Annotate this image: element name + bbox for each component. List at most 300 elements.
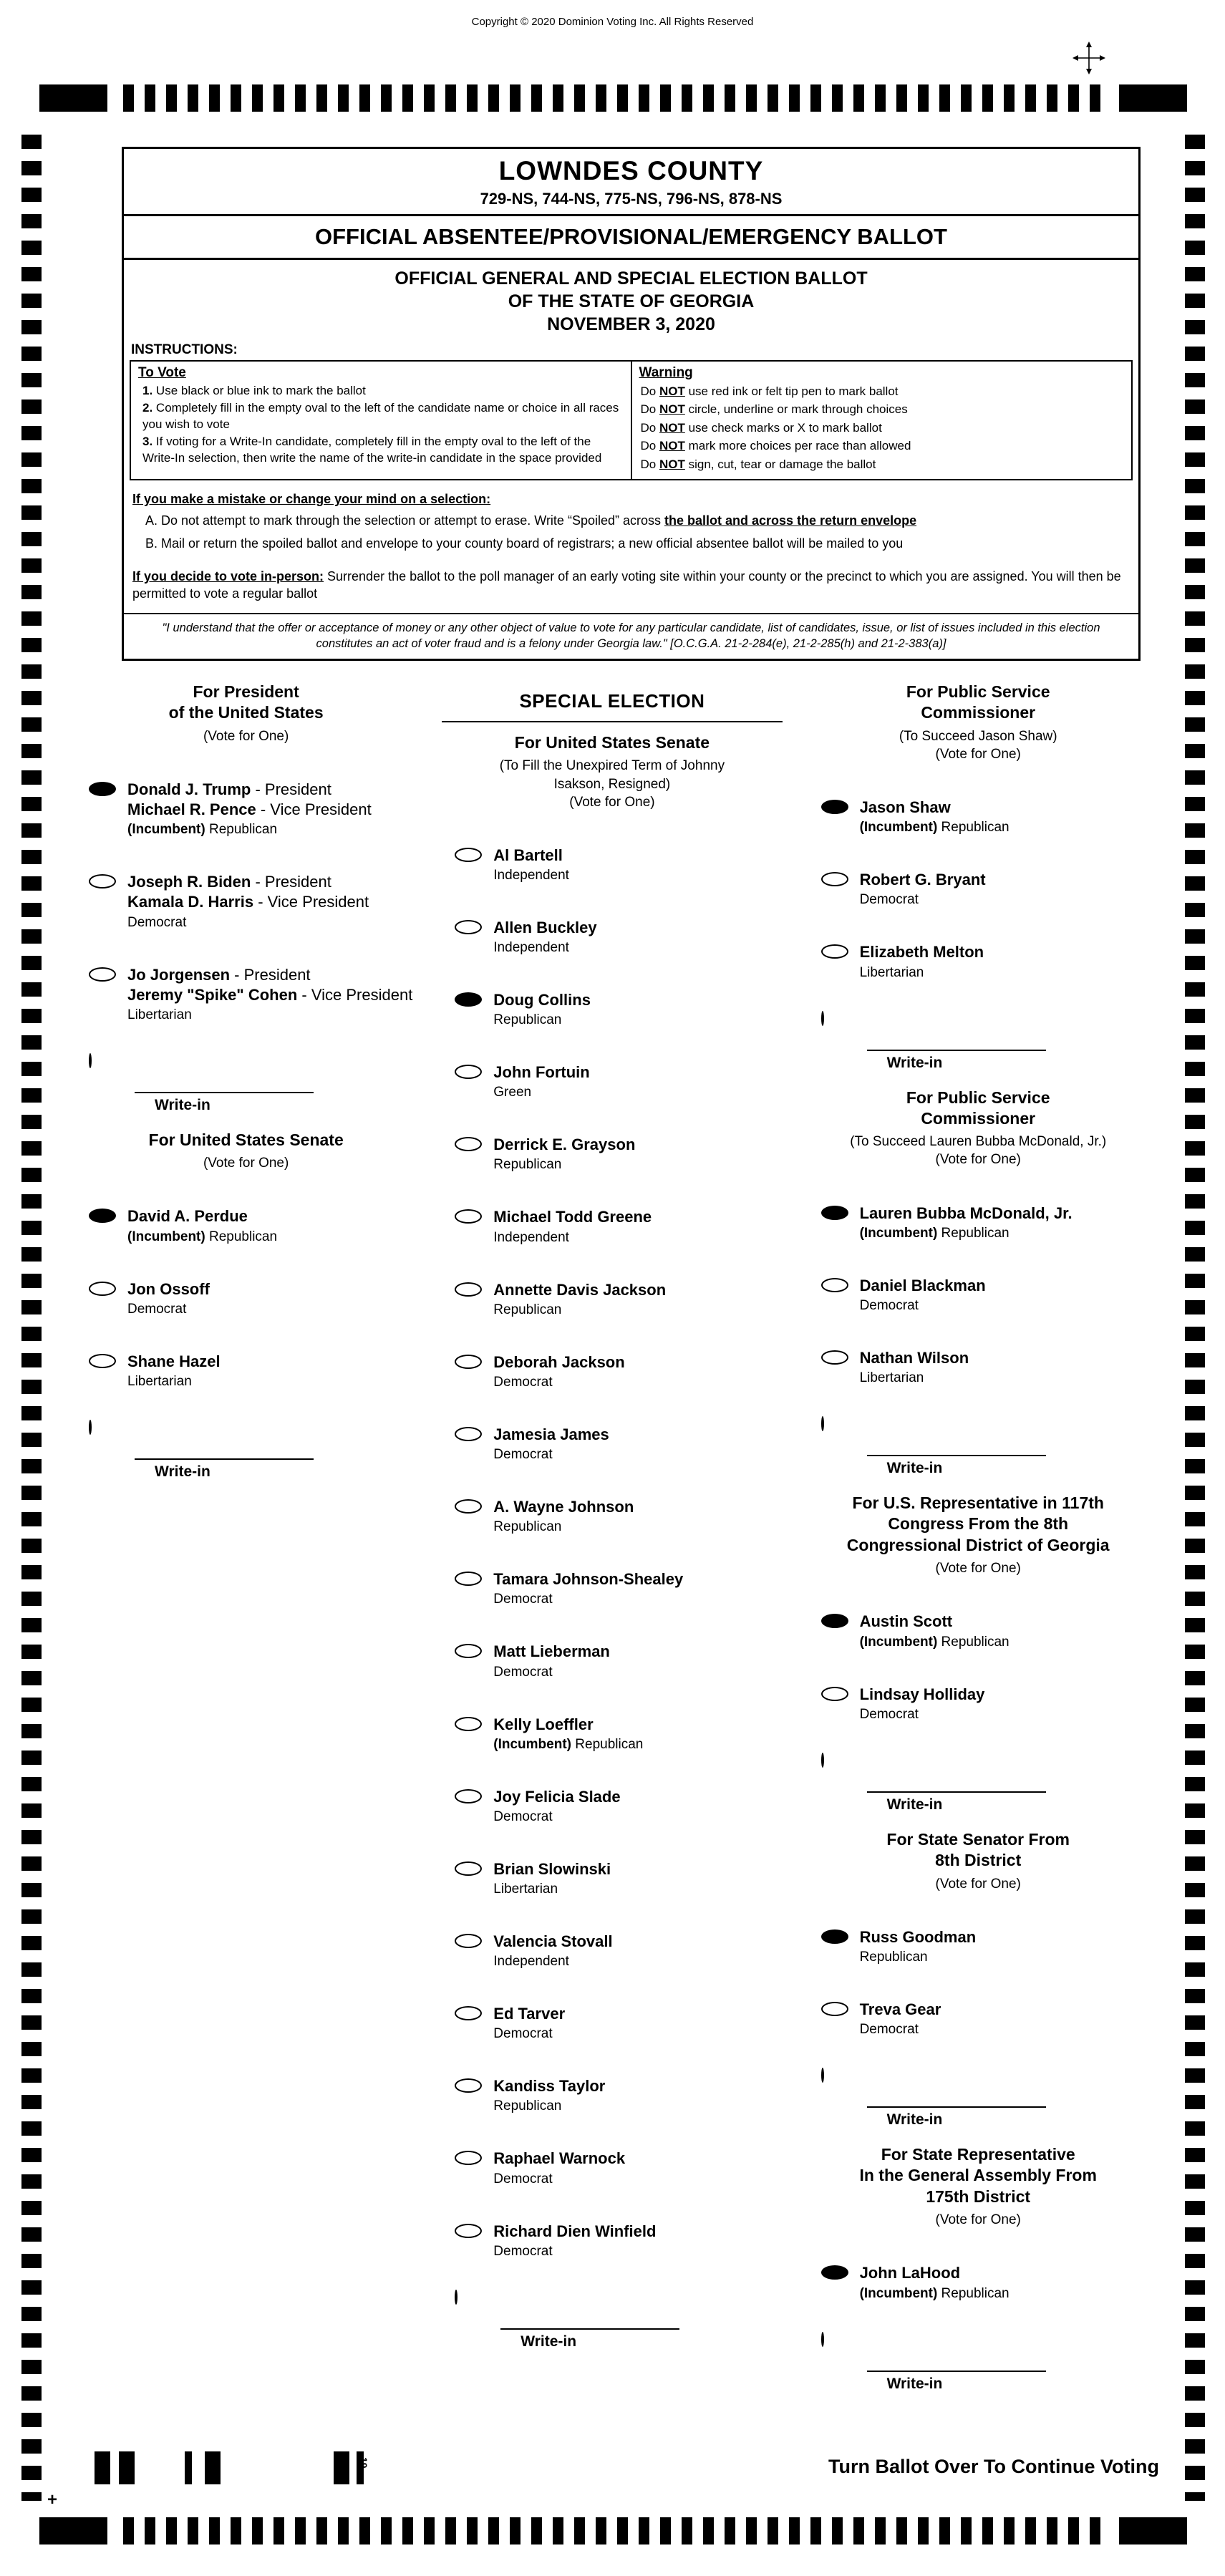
candidate-name-line — [493, 1062, 589, 1083]
vote-oval[interactable] — [821, 872, 848, 886]
party-line — [860, 965, 984, 981]
write-in-label: Write-in — [520, 2333, 577, 2350]
candidate-text — [860, 1348, 969, 1386]
candidate-name-line — [860, 1927, 977, 1947]
vote-oval[interactable] — [455, 848, 482, 862]
candidate-name-lines — [127, 780, 372, 820]
candidate-text — [860, 1276, 986, 1314]
warning-item — [632, 382, 1132, 400]
contest-subtitle — [73, 727, 419, 745]
contest-title-line: Congress From the 8th — [888, 1514, 1069, 1534]
write-in-block — [821, 1754, 1151, 1814]
contest-title-line: For U.S. Representative in 117th — [852, 1493, 1104, 1512]
vote-oval[interactable] — [455, 2078, 482, 2093]
candidate-text — [493, 1062, 589, 1100]
candidate-name-line — [860, 2000, 941, 2020]
vote-oval[interactable] — [821, 2265, 848, 2280]
candidate-row — [455, 2149, 785, 2187]
write-in-line[interactable] — [135, 1092, 314, 1093]
candidate-name-line — [493, 2222, 656, 2242]
candidate-name-suffix: - Vice President — [297, 985, 413, 1004]
candidate-name: Michael Todd Greene — [493, 1208, 652, 1226]
to-vote-list — [131, 382, 631, 467]
candidate-name: Matt Lieberman — [493, 1642, 610, 1661]
candidate-text — [860, 1612, 1009, 1650]
vote-oval[interactable] — [455, 1355, 482, 1369]
write-in-line[interactable] — [867, 2371, 1046, 2372]
write-in-block — [821, 2069, 1151, 2129]
candidate-name-lines — [860, 1685, 985, 1705]
party-label: Republican — [493, 2098, 562, 2114]
candidate-name: Lindsay Holliday — [859, 1685, 985, 1703]
candidate-name-lines — [493, 990, 591, 1010]
candidate-row — [821, 1204, 1151, 1241]
write-in-oval[interactable] — [821, 1416, 824, 1431]
party-label: Republican — [493, 1012, 562, 1028]
candidate-name: Jo Jorgensen — [127, 965, 231, 984]
candidate-text — [493, 990, 591, 1028]
candidate-name-line — [860, 1348, 969, 1368]
party-line — [493, 1882, 611, 1897]
candidate-name: Donald J. Trump — [127, 780, 251, 798]
mistake-title: If you make a mistake or change your mind on a selection: — [132, 492, 491, 507]
vote-oval[interactable] — [89, 967, 116, 982]
warning-item-not: NOT — [659, 420, 685, 435]
candidate-name-lines — [493, 2222, 656, 2242]
candidate-row — [821, 2263, 1151, 2301]
contest-subtitle — [73, 1154, 419, 1172]
candidate-text — [127, 1352, 221, 1390]
vote-oval[interactable] — [89, 1354, 116, 1368]
candidate-name: Jamesia James — [493, 1425, 609, 1443]
candidate-name-line — [127, 1279, 210, 1299]
contest-title — [73, 1130, 419, 1151]
party-line — [127, 1374, 221, 1390]
party-line — [493, 1085, 589, 1100]
candidate-name: Joy Felicia Slade — [493, 1787, 621, 1806]
write-in-line[interactable] — [135, 1458, 314, 1460]
candidate-name: Jason Shaw — [859, 798, 951, 817]
candidate-row — [821, 1348, 1151, 1386]
candidate-row — [821, 1685, 1151, 1723]
candidate-name-suffix: - Vice President — [253, 893, 369, 911]
party-line — [860, 1298, 986, 1314]
candidate-row — [455, 1135, 785, 1173]
candidate-name-line — [860, 870, 986, 890]
vote-oval[interactable] — [821, 800, 848, 814]
contest-subtitle-line: (Vote for One) — [935, 746, 1021, 762]
vote-oval[interactable] — [89, 782, 116, 796]
candidate-name-lines — [493, 1787, 620, 1807]
party-line — [493, 868, 569, 883]
warning-item — [632, 455, 1132, 473]
contest-list — [805, 682, 1151, 2393]
party-label: Republican — [937, 1225, 1009, 1241]
vote-oval[interactable] — [821, 1687, 848, 1701]
contest — [439, 684, 785, 2350]
party-label: Republican — [205, 822, 278, 838]
in-person-title: If you decide to vote in-person: — [132, 569, 324, 584]
candidate-row — [455, 2004, 785, 2042]
candidate-name-lines — [860, 1348, 969, 1368]
candidate-name: Valencia Stovall — [493, 1932, 613, 1951]
ballot-header — [122, 147, 1141, 661]
candidate-name-line — [127, 1352, 221, 1372]
party-incumbent: (Incumbent) — [859, 820, 938, 836]
contest-title-line: For United States Senate — [514, 733, 710, 752]
timing-marks-right — [1185, 135, 1205, 2501]
party-line — [493, 1519, 634, 1535]
contest-title-line: Congressional District of Georgia — [846, 1535, 1110, 1554]
candidate-text — [493, 2004, 565, 2042]
write-in-line[interactable] — [867, 1791, 1046, 1793]
candidate-name: Jeremy "Spike" Cohen — [127, 985, 298, 1004]
party-label: Democrat — [493, 1592, 553, 1607]
vote-oval[interactable] — [821, 2002, 848, 2016]
vote-oval[interactable] — [455, 1209, 482, 1224]
party-label: Republican — [937, 1634, 1009, 1650]
contest-title — [805, 2144, 1151, 2207]
election-title-line2: OF THE STATE OF GEORGIA — [508, 291, 755, 311]
party-label: Democrat — [859, 892, 919, 908]
candidate-row — [455, 1859, 785, 1897]
candidate-list — [805, 1927, 1151, 2038]
candidate-text — [127, 872, 369, 930]
election-title-line1: OFFICIAL GENERAL AND SPECIAL ELECTION BALLOT — [394, 268, 868, 289]
candidate-row — [89, 1279, 419, 1317]
party-line — [493, 2026, 565, 2042]
candidate-list — [73, 1206, 419, 1389]
candidate-name-lines — [127, 1206, 277, 1226]
candidate-name-lines — [493, 1207, 652, 1227]
contest-subtitle-line: Isakson, Resigned) — [553, 776, 671, 792]
contest-title-line: 175th District — [926, 2187, 1031, 2206]
timing-mark-corner — [39, 84, 107, 112]
party-label: Republican — [205, 1229, 278, 1244]
candidate-name-lines — [127, 1352, 221, 1372]
contest-title-line: In the General Assembly From — [859, 2166, 1097, 2185]
candidate-text — [127, 1279, 210, 1317]
candidate-name-line — [127, 892, 369, 912]
write-in-oval[interactable] — [89, 1053, 92, 1068]
candidate-list — [805, 2263, 1151, 2301]
contest-title-line: For United States Senate — [148, 1130, 344, 1149]
candidate-name-lines — [860, 870, 986, 890]
mistake-item-b: B. Mail or return the spoiled ballot and envelope to your county board of registrars; a new official absentee ballot will be mailed to you — [145, 536, 904, 551]
candidate-name-line — [493, 918, 596, 938]
vote-oval[interactable] — [455, 1282, 482, 1297]
candidate-row — [455, 846, 785, 883]
candidate-row — [821, 1276, 1151, 1314]
party-line — [493, 940, 596, 956]
ballot-type-title: OFFICIAL ABSENTEE/PROVISIONAL/EMERGENCY BALLOT — [124, 216, 1138, 260]
candidate-name-lines — [127, 872, 369, 912]
party-label: Democrat — [493, 2026, 553, 2042]
candidate-name-line — [493, 1352, 624, 1372]
vote-oval[interactable] — [455, 1789, 482, 1803]
contest-title — [439, 732, 785, 753]
contest-title — [805, 1493, 1151, 1556]
county-header — [124, 149, 1138, 216]
contest-subtitle-line: (Vote for One) — [935, 2212, 1021, 2228]
candidate-name: Michael R. Pence — [127, 800, 256, 819]
vote-oval[interactable] — [455, 1137, 482, 1151]
write-in-oval[interactable] — [89, 1420, 92, 1435]
candidate-name-lines — [493, 1642, 610, 1662]
candidate-name-line — [493, 846, 569, 866]
party-label: Libertarian — [859, 964, 924, 980]
candidate-name-line — [860, 1685, 985, 1705]
candidate-name-line — [127, 985, 412, 1005]
candidate-name-lines — [860, 1612, 1009, 1632]
party-label: Democrat — [493, 1664, 553, 1680]
vote-oval[interactable] — [455, 1861, 482, 1876]
vote-oval[interactable] — [455, 992, 482, 1007]
vote-oval[interactable] — [455, 1065, 482, 1079]
party-line — [493, 1447, 609, 1463]
candidate-row — [455, 1642, 785, 1680]
mistake-a-bold: the ballot and across the return envelope — [664, 513, 917, 528]
mistake-section — [124, 480, 1138, 555]
candidate-name-line — [493, 2004, 565, 2024]
party-line — [493, 1375, 624, 1390]
candidate-row — [89, 1206, 419, 1244]
vote-oval[interactable] — [89, 874, 116, 888]
candidate-name-lines — [493, 1715, 643, 1735]
contest-subtitle-line: (Vote for One) — [935, 1152, 1021, 1168]
candidate-name: Russ Goodman — [859, 1927, 977, 1946]
warning-item — [632, 400, 1132, 418]
vote-oval[interactable] — [455, 1934, 482, 1948]
candidate-text — [493, 2222, 656, 2260]
write-in-label: Write-in — [886, 2111, 943, 2128]
contest-title — [805, 1829, 1151, 1872]
fraud-notice: "I understand that the offer or acceptance of money or any other object of value to vote for any particular candidate, list of candidates, issue, or list of issues included in this election constitutes an act of voter fraud and is a felony under Georgia law." [O.C.G.A. 21-2-284(e), 21-2-285(h) and 21-2-383(a)] — [124, 613, 1138, 659]
vote-oval[interactable] — [455, 1644, 482, 1658]
vote-oval[interactable] — [455, 1499, 482, 1514]
candidate-name: Annette Davis Jackson — [493, 1280, 667, 1299]
party-line — [860, 1950, 977, 1965]
write-in-line[interactable] — [867, 1050, 1046, 1051]
candidate-name: David A. Perdue — [127, 1207, 248, 1226]
write-in-label: Write-in — [886, 1460, 943, 1476]
contest-title-line: Commissioner — [921, 1108, 1036, 1128]
candidate-name: Treva Gear — [859, 2000, 941, 2018]
candidate-name-lines — [493, 1135, 635, 1155]
warning-item-not: NOT — [659, 384, 685, 398]
warning-item-post: sign, cut, tear or damage the ballot — [684, 457, 876, 471]
contest-subtitle-line: (Vote for One) — [203, 1156, 289, 1171]
write-in-label: Write-in — [886, 1796, 943, 1813]
candidate-name-line — [493, 1642, 610, 1662]
contest-subtitle — [805, 2211, 1151, 2229]
in-person-section — [124, 555, 1138, 613]
vote-oval[interactable] — [455, 2151, 482, 2165]
party-label: Democrat — [127, 914, 187, 930]
orientation-mark — [205, 2451, 221, 2484]
contest-subtitle — [805, 1875, 1151, 1893]
vote-oval[interactable] — [455, 1427, 482, 1441]
candidate-name-line — [493, 1425, 609, 1445]
party-line — [127, 822, 372, 838]
contest — [73, 1130, 419, 1481]
vote-oval[interactable] — [821, 1278, 848, 1292]
write-in-oval[interactable] — [455, 2290, 457, 2305]
warning-item-pre: Do — [640, 420, 659, 435]
party-line — [493, 1012, 591, 1028]
candidate-row — [821, 2000, 1151, 2038]
candidate-list — [805, 1612, 1151, 1722]
county-title: LOWNDES COUNTY — [498, 156, 764, 185]
candidate-text — [860, 1685, 985, 1723]
candidate-name-lines — [493, 846, 569, 866]
candidate-text — [860, 870, 986, 908]
candidate-name: A. Wayne Johnson — [493, 1498, 634, 1516]
contest-subtitle — [805, 1559, 1151, 1577]
candidate-name-lines — [493, 1352, 624, 1372]
candidate-text — [493, 1207, 652, 1245]
ballot-column — [429, 682, 795, 2366]
vote-oval[interactable] — [89, 1209, 116, 1223]
to-vote-item-text: Use black or blue ink to mark the ballot — [155, 384, 366, 397]
candidate-name: John LaHood — [859, 2264, 961, 2282]
write-in-oval[interactable] — [821, 2332, 824, 2347]
candidate-text — [493, 1425, 609, 1463]
candidate-row — [455, 2076, 785, 2114]
orientation-mark — [119, 2451, 135, 2484]
vote-oval[interactable] — [455, 2224, 482, 2238]
contest-subtitle-line: (To Succeed Lauren Bubba McDonald, Jr.) — [850, 1134, 1107, 1150]
warning-list — [632, 382, 1132, 473]
contest-columns — [63, 682, 1161, 2408]
candidate-name: Elizabeth Melton — [859, 943, 984, 962]
vote-oval[interactable] — [89, 1282, 116, 1296]
party-label: Libertarian — [127, 1373, 192, 1389]
vote-oval[interactable] — [821, 944, 848, 959]
candidate-row — [455, 1062, 785, 1100]
candidate-text — [493, 1642, 610, 1680]
candidate-text — [860, 942, 984, 980]
candidate-name-line — [127, 800, 372, 820]
vote-oval[interactable] — [821, 1929, 848, 1944]
write-in-oval[interactable] — [821, 1011, 824, 1026]
contest-title-line: For Public Service — [906, 1088, 1050, 1107]
candidate-text — [127, 965, 412, 1023]
warning-item-not: NOT — [659, 402, 685, 417]
to-vote-item-number: 1. — [142, 384, 153, 397]
warning-item-pre: Do — [640, 384, 659, 398]
ballot-column — [63, 682, 429, 1496]
write-in-label: Write-in — [155, 1463, 210, 1480]
registration-cross-icon — [1073, 42, 1105, 74]
party-label: Democrat — [859, 1297, 919, 1313]
candidate-name-line — [493, 1932, 612, 1952]
candidate-name-line — [493, 1280, 666, 1300]
candidate-text — [493, 918, 596, 956]
vote-oval[interactable] — [455, 920, 482, 934]
contest-title — [805, 1088, 1151, 1130]
party-incumbent: (Incumbent) — [127, 822, 205, 838]
candidate-name: Lauren Bubba McDonald, Jr. — [859, 1204, 1073, 1222]
candidate-row — [455, 1207, 785, 1245]
party-line — [493, 1302, 666, 1318]
candidate-text — [493, 1932, 612, 1970]
party-label: Republican — [859, 1949, 928, 1965]
write-in-label: Write-in — [886, 2375, 943, 2392]
party-label: Republican — [493, 1302, 562, 1317]
candidate-name: Kelly Loeffler — [493, 1715, 594, 1733]
candidate-name: Deborah Jackson — [493, 1352, 625, 1371]
to-vote-item-number: 3. — [142, 435, 153, 449]
candidate-name-lines — [493, 1280, 666, 1300]
candidate-row — [821, 1927, 1151, 1965]
candidate-name-lines — [860, 1276, 986, 1296]
vote-oval[interactable] — [455, 1572, 482, 1586]
candidate-name-lines — [493, 1062, 589, 1083]
contest-title-line: For State Representative — [881, 2144, 1075, 2164]
party-label: Democrat — [493, 1808, 553, 1824]
party-label: Green — [493, 1085, 532, 1100]
candidate-text — [493, 1715, 643, 1753]
party-incumbent: (Incumbent) — [859, 2285, 938, 2301]
candidate-name-suffix: - President — [251, 780, 331, 798]
candidate-name: Derrick E. Grayson — [493, 1136, 636, 1154]
party-incumbent: (Incumbent) — [493, 1736, 571, 1752]
candidate-list — [73, 780, 419, 1023]
to-vote-item — [131, 400, 631, 433]
contest-title — [73, 682, 419, 724]
party-line — [493, 2244, 656, 2260]
party-line — [493, 1592, 683, 1607]
vote-oval[interactable] — [821, 1614, 848, 1628]
write-in-oval[interactable] — [821, 1753, 824, 1768]
turn-over-notice: Turn Ballot Over To Continue Voting — [828, 2456, 1159, 2477]
candidate-name-lines — [860, 2263, 1009, 2283]
ballot-column — [795, 682, 1161, 2408]
candidate-row — [455, 1932, 785, 1970]
candidate-text — [493, 1569, 683, 1607]
vote-oval[interactable] — [821, 1206, 848, 1220]
vote-oval[interactable] — [455, 1717, 482, 1731]
candidate-name-lines — [493, 1497, 634, 1517]
mistake-a-text: A. Do not attempt to mark through the selection or attempt to erase. Write “Spoiled” across — [145, 513, 665, 528]
write-in-block — [89, 1421, 419, 1481]
candidate-list — [439, 846, 785, 2260]
write-in-line[interactable] — [867, 1455, 1046, 1456]
write-in-line[interactable] — [867, 2106, 1046, 2108]
warning-item — [632, 419, 1132, 437]
candidate-row — [455, 1425, 785, 1463]
candidate-text — [860, 1927, 977, 1965]
candidate-name: Kandiss Taylor — [493, 2077, 606, 2096]
party-line — [860, 1226, 1073, 1241]
candidate-text — [493, 2076, 605, 2114]
vote-oval[interactable] — [821, 1350, 848, 1365]
write-in-line[interactable] — [500, 2328, 679, 2330]
candidate-name-line — [860, 942, 984, 962]
party-line — [127, 1302, 210, 1317]
vote-oval[interactable] — [455, 2006, 482, 2020]
to-vote-item-text: If voting for a Write-In candidate, completely fill in the empty oval to the left of the Write-In selection, then write the name of the write-in candidate in the space provided — [142, 435, 602, 465]
party-line — [127, 1007, 412, 1023]
write-in-oval[interactable] — [821, 2068, 824, 2083]
timing-marks-left — [21, 135, 42, 2501]
candidate-name: Shane Hazel — [127, 1352, 221, 1370]
candidate-text — [127, 780, 372, 838]
election-title — [124, 260, 1138, 338]
candidate-name-line — [493, 1207, 652, 1227]
candidate-name: Ed Tarver — [493, 2005, 566, 2023]
